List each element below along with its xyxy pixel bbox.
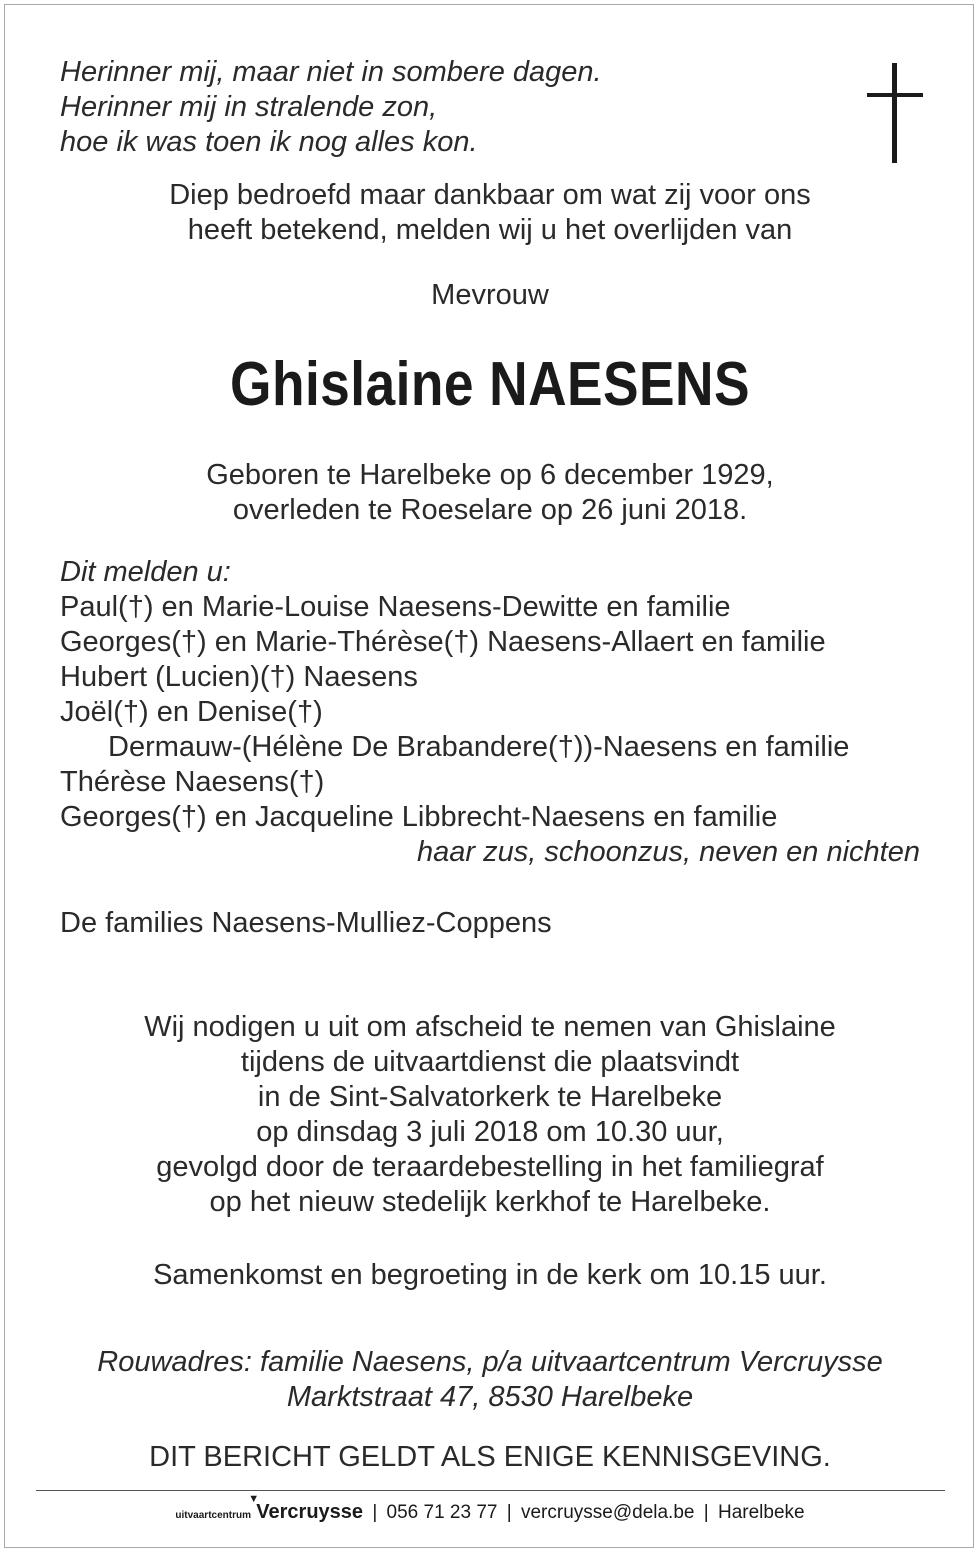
invitation-line: tijdens de uitvaartdienst die plaatsvindt [240,1046,740,1078]
intro-line: Diep bedroefd maar dankbaar om wat zij voor ons [169,179,811,211]
footer-separator: | [506,1502,512,1523]
mourning-address [5,1345,975,1415]
footer-phone: 056 71 23 77 [386,1502,498,1523]
family-line: Hubert (Lucien)(†) Naesens [60,661,418,693]
footer-divider [36,1490,945,1491]
gathering-info: Samenkomst en begroeting in de kerk om 10.15 uur. [153,1259,827,1291]
footer-separator: | [703,1502,709,1523]
date-line: Geboren te Harelbeke op 6 december 1929, [206,459,774,491]
invitation-line: Wij nodigen u uit om afscheid te nemen van Ghislaine [144,1011,836,1043]
deceased-name: Ghislaine NAESENS [230,350,750,419]
salutation: Mevrouw [431,279,549,311]
date-line: overleden te Roeselare op 26 juni 2018. [232,494,748,526]
address-line: Rouwadres: familie Naesens, p/a uitvaartcentrum Vercruysse [97,1346,883,1378]
footer-city: Harelbeke [717,1502,805,1523]
family-line: Georges(†) en Jacqueline Libbrecht-Naesens en familie [60,801,778,833]
footer-separator: | [372,1502,378,1523]
death-notice-card [4,4,974,1548]
family-line: Paul(†) en Marie-Louise Naesens-Dewitte en familie [60,591,731,623]
poem-line: Herinner mij, maar niet in sombere dagen. [60,56,602,88]
poem-line: hoe ik was toen ik nog alles kon. [60,126,478,158]
footer-email: vercruysse@dela.be [520,1502,695,1523]
intro-line: heeft betekend, melden wij u het overlijden van [187,214,793,246]
invitation-line: op het nieuw stedelijk kerkhof te Harelbeke. [209,1186,771,1218]
funeral-home-footer [5,1493,975,1529]
invitation-line: gevolgd door de teraardebestelling in het familiegraf [156,1151,824,1183]
cross-icon [867,63,923,163]
notice-statement: DIT BERICHT GELDT ALS ENIGE KENNISGEVING. [149,1441,831,1473]
family-line: Joël(†) en Denise(†) [60,696,323,728]
families-line: De families Naesens-Mulliez-Coppens [60,907,552,939]
invitation-line: op dinsdag 3 juli 2018 om 10.30 uur, [256,1116,724,1148]
address-line: Marktstraat 47, 8530 Harelbeke [286,1381,694,1413]
family-list [60,555,920,870]
brand-mark-icon: ▼ [248,1493,260,1505]
footer-prefix: uitvaartcentrum [175,1510,251,1521]
poem-line: Herinner mij in stralende zon, [60,91,438,123]
invitation-line: in de Sint-Salvatorkerk te Harelbeke [257,1081,723,1113]
footer-brand-name: Vercruysse [256,1501,364,1523]
family-line: Thérèse Naesens(†) [60,766,325,798]
family-line: Georges(†) en Marie-Thérèse(†) Naesens-Allaert en familie [60,626,826,658]
intro-text [5,178,975,248]
poem [60,55,602,160]
footer-brand [248,1493,364,1523]
family-relation: haar zus, schoonzus, neven en nichten [417,836,920,868]
family-label: Dit melden u: [60,556,231,588]
family-line: Dermauw-(Hélène De Brabandere(†))-Naesens en familie [108,731,850,763]
birth-death-dates [5,458,975,528]
funeral-invitation [5,1010,975,1220]
